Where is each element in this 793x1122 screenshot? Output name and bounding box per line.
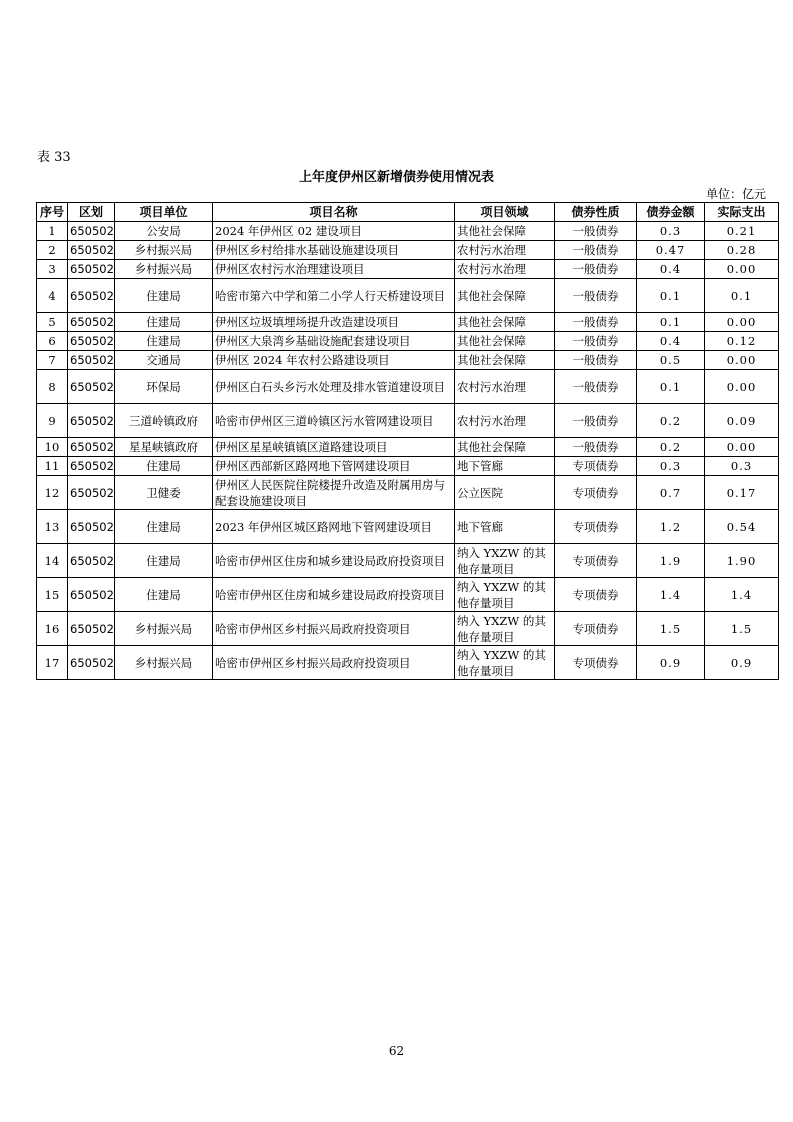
- table-cell: 住建局: [115, 510, 213, 544]
- table-cell: 纳入 YXZW 的其他存量项目: [455, 578, 555, 612]
- table-cell: 卫健委: [115, 476, 213, 510]
- table-cell: 0.2: [637, 404, 705, 438]
- table-cell: 1.4: [705, 578, 779, 612]
- table-cell: 10: [37, 438, 68, 457]
- table-cell: 650502: [68, 457, 115, 476]
- table-cell: 三道岭镇政府: [115, 404, 213, 438]
- debt-usage-table: [36, 202, 779, 680]
- table-cell: 650502: [68, 370, 115, 404]
- table-cell: 650502: [68, 241, 115, 260]
- table-cell: 13: [37, 510, 68, 544]
- table-cell: 伊州区白石头乡污水处理及排水管道建设项目: [213, 370, 455, 404]
- table-row: [37, 332, 779, 351]
- table-cell: 0.9: [637, 646, 705, 680]
- table-cell: 其他社会保障: [455, 332, 555, 351]
- table-cell: 住建局: [115, 457, 213, 476]
- table-cell: 2: [37, 241, 68, 260]
- table-cell: 乡村振兴局: [115, 260, 213, 279]
- table-cell: 哈密市第六中学和第二小学人行天桥建设项目: [213, 279, 455, 313]
- table-cell: 5: [37, 313, 68, 332]
- table-cell: 农村污水治理: [455, 260, 555, 279]
- table-cell: 专项债券: [555, 578, 637, 612]
- table-cell: 伊州区星星峡镇镇区道路建设项目: [213, 438, 455, 457]
- table-cell: 伊州区农村污水治理建设项目: [213, 260, 455, 279]
- table-cell: 专项债券: [555, 457, 637, 476]
- table-cell: 650502: [68, 438, 115, 457]
- table-label: 表 33: [37, 150, 71, 165]
- table-cell: 2024 年伊州区 02 建设项目: [213, 222, 455, 241]
- table-cell: 一般债券: [555, 313, 637, 332]
- table-row: [37, 279, 779, 313]
- table-cell: 专项债券: [555, 612, 637, 646]
- header-cell: 实际支出: [705, 203, 779, 222]
- table-cell: 0.00: [705, 260, 779, 279]
- table-cell: 一般债券: [555, 404, 637, 438]
- table-cell: 乡村振兴局: [115, 241, 213, 260]
- table-cell: 1.9: [637, 544, 705, 578]
- table-cell: 650502: [68, 332, 115, 351]
- table-cell: 一般债券: [555, 351, 637, 370]
- table-row: [37, 222, 779, 241]
- table-cell: 一般债券: [555, 279, 637, 313]
- table-cell: 650502: [68, 351, 115, 370]
- table-cell: 0.09: [705, 404, 779, 438]
- table-cell: 0.00: [705, 438, 779, 457]
- table-cell: 16: [37, 612, 68, 646]
- table-cell: 0.7: [637, 476, 705, 510]
- table-cell: 其他社会保障: [455, 313, 555, 332]
- table-cell: 0.1: [637, 279, 705, 313]
- table-title: 上年度伊州区新增债券使用情况表: [298, 170, 494, 185]
- table-cell: 0.2: [637, 438, 705, 457]
- table-cell: 2023 年伊州区城区路网地下管网建设项目: [213, 510, 455, 544]
- table-cell: 1.5: [705, 612, 779, 646]
- table-row: [37, 457, 779, 476]
- table-cell: 住建局: [115, 578, 213, 612]
- table-cell: 住建局: [115, 313, 213, 332]
- table-cell: 0.1: [705, 279, 779, 313]
- table-cell: 一般债券: [555, 438, 637, 457]
- table-cell: 1.90: [705, 544, 779, 578]
- table-cell: 专项债券: [555, 544, 637, 578]
- table-cell: 地下管廊: [455, 510, 555, 544]
- table-body: [37, 222, 779, 680]
- table-cell: 纳入 YXZW 的其他存量项目: [455, 646, 555, 680]
- header-cell: 项目单位: [115, 203, 213, 222]
- table-cell: 650502: [68, 279, 115, 313]
- header-cell: 债券金额: [637, 203, 705, 222]
- table-cell: 0.12: [705, 332, 779, 351]
- table-cell: 其他社会保障: [455, 438, 555, 457]
- table-cell: 其他社会保障: [455, 351, 555, 370]
- header-row: [37, 203, 779, 222]
- table-row: [37, 370, 779, 404]
- table-row: [37, 476, 779, 510]
- table-row: [37, 578, 779, 612]
- header-cell: 序号: [37, 203, 68, 222]
- table-cell: 哈密市伊州区乡村振兴局政府投资项目: [213, 612, 455, 646]
- table-cell: 伊州区垃圾填埋场提升改造建设项目: [213, 313, 455, 332]
- table-row: [37, 646, 779, 680]
- table-cell: 17: [37, 646, 68, 680]
- table-row: [37, 313, 779, 332]
- table-cell: 650502: [68, 313, 115, 332]
- table-cell: 一般债券: [555, 241, 637, 260]
- table-cell: 14: [37, 544, 68, 578]
- table-cell: 0.4: [637, 332, 705, 351]
- table-cell: 7: [37, 351, 68, 370]
- table-cell: 3: [37, 260, 68, 279]
- table-cell: 农村污水治理: [455, 370, 555, 404]
- table-cell: 9: [37, 404, 68, 438]
- table-cell: 住建局: [115, 332, 213, 351]
- table-row: [37, 510, 779, 544]
- header-cell: 区划: [68, 203, 115, 222]
- table-cell: 0.3: [637, 222, 705, 241]
- table-cell: 0.21: [705, 222, 779, 241]
- table-row: [37, 260, 779, 279]
- table-row: [37, 544, 779, 578]
- table-cell: 11: [37, 457, 68, 476]
- table-cell: 哈密市伊州区住房和城乡建设局政府投资项目: [213, 578, 455, 612]
- table-cell: 0.17: [705, 476, 779, 510]
- table-cell: 星星峡镇政府: [115, 438, 213, 457]
- table-cell: 一般债券: [555, 260, 637, 279]
- table-cell: 公立医院: [455, 476, 555, 510]
- table-cell: 650502: [68, 578, 115, 612]
- table-cell: 0.00: [705, 370, 779, 404]
- table-cell: 0.00: [705, 313, 779, 332]
- table-cell: 0.3: [705, 457, 779, 476]
- table-cell: 0.4: [637, 260, 705, 279]
- table-cell: 纳入 YXZW 的其他存量项目: [455, 544, 555, 578]
- table-cell: 650502: [68, 510, 115, 544]
- table-row: [37, 241, 779, 260]
- table-cell: 公安局: [115, 222, 213, 241]
- table-cell: 其他社会保障: [455, 279, 555, 313]
- table-cell: 专项债券: [555, 476, 637, 510]
- table-cell: 伊州区 2024 年农村公路建设项目: [213, 351, 455, 370]
- table-cell: 交通局: [115, 351, 213, 370]
- table-cell: 0.54: [705, 510, 779, 544]
- table-cell: 0.47: [637, 241, 705, 260]
- table-cell: 一般债券: [555, 370, 637, 404]
- table-cell: 0.9: [705, 646, 779, 680]
- table-cell: 纳入 YXZW 的其他存量项目: [455, 612, 555, 646]
- table-cell: 0.5: [637, 351, 705, 370]
- table-cell: 650502: [68, 260, 115, 279]
- table-cell: 12: [37, 476, 68, 510]
- table-row: [37, 404, 779, 438]
- table-cell: 0.3: [637, 457, 705, 476]
- header-cell: 项目名称: [213, 203, 455, 222]
- page-number: 62: [388, 1044, 405, 1058]
- table-cell: 哈密市伊州区三道岭镇区污水管网建设项目: [213, 404, 455, 438]
- table-cell: 哈密市伊州区住房和城乡建设局政府投资项目: [213, 544, 455, 578]
- table-cell: 0.1: [637, 313, 705, 332]
- table-cell: 专项债券: [555, 646, 637, 680]
- table-cell: 15: [37, 578, 68, 612]
- table-cell: 伊州区大泉湾乡基础设施配套建设项目: [213, 332, 455, 351]
- table-cell: 4: [37, 279, 68, 313]
- table-cell: 1.4: [637, 578, 705, 612]
- table-row: [37, 438, 779, 457]
- table-cell: 650502: [68, 544, 115, 578]
- table-cell: 住建局: [115, 279, 213, 313]
- header-cell: 债券性质: [555, 203, 637, 222]
- table-cell: 1.2: [637, 510, 705, 544]
- table-cell: 0.00: [705, 351, 779, 370]
- table-cell: 乡村振兴局: [115, 612, 213, 646]
- table-row: [37, 612, 779, 646]
- table-cell: 专项债券: [555, 510, 637, 544]
- table-cell: 650502: [68, 404, 115, 438]
- table-cell: 伊州区乡村给排水基础设施建设项目: [213, 241, 455, 260]
- table-cell: 650502: [68, 612, 115, 646]
- table-cell: 伊州区人民医院住院楼提升改造及附属用房与配套设施建设项目: [213, 476, 455, 510]
- table-cell: 住建局: [115, 544, 213, 578]
- table-cell: 650502: [68, 222, 115, 241]
- table-cell: 乡村振兴局: [115, 646, 213, 680]
- table-cell: 1: [37, 222, 68, 241]
- table-cell: 农村污水治理: [455, 241, 555, 260]
- table-cell: 伊州区西部新区路网地下管网建设项目: [213, 457, 455, 476]
- table-cell: 6: [37, 332, 68, 351]
- table-cell: 0.28: [705, 241, 779, 260]
- table-cell: 一般债券: [555, 222, 637, 241]
- table-cell: 0.1: [637, 370, 705, 404]
- table-cell: 其他社会保障: [455, 222, 555, 241]
- table-cell: 650502: [68, 476, 115, 510]
- header-cell: 项目领域: [455, 203, 555, 222]
- table-cell: 哈密市伊州区乡村振兴局政府投资项目: [213, 646, 455, 680]
- table-cell: 1.5: [637, 612, 705, 646]
- unit-note: 单位：亿元: [705, 187, 766, 201]
- table-cell: 一般债券: [555, 332, 637, 351]
- table-cell: 环保局: [115, 370, 213, 404]
- table-cell: 地下管廊: [455, 457, 555, 476]
- table-cell: 农村污水治理: [455, 404, 555, 438]
- table-cell: 650502: [68, 646, 115, 680]
- table-cell: 8: [37, 370, 68, 404]
- table-row: [37, 351, 779, 370]
